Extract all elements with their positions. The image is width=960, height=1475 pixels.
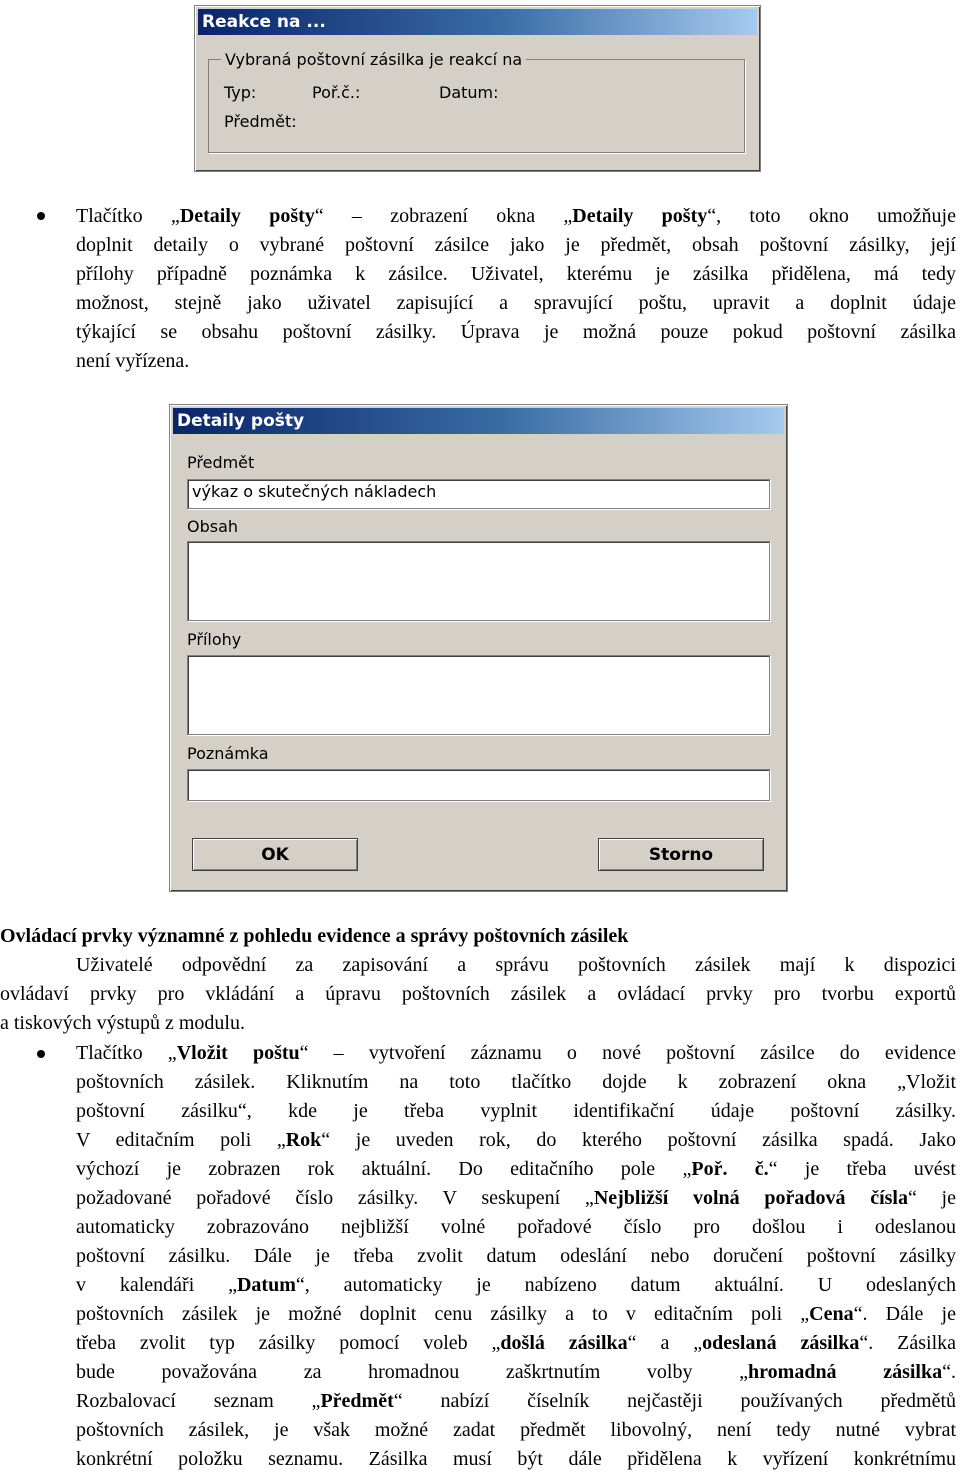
poznamka-field-label: Poznámka (187, 744, 269, 763)
prilohy-textarea[interactable] (187, 655, 770, 735)
text-line: ovládaví prvky pro vkládání a úpravu poštovních zásilek a ovládací prvky pro tvorbu exportů (0, 983, 956, 1005)
paragraph-vlozit (76, 1039, 956, 1474)
poznamka-input[interactable] (187, 769, 770, 801)
typ-label: Typ: (224, 83, 257, 102)
reakce-dialog (194, 5, 761, 172)
paragraph-detaily (76, 202, 956, 376)
text-line: třeba zvolit typ zásilky pomocí voleb „došlá zásilka“ a „odeslaná zásilka“. Zásilka (76, 1332, 957, 1354)
text-line: přílohy případně poznámka k zásilce. Uživatel, kterému je zásilka přidělena, má tedy (76, 263, 956, 285)
text-line: výchozí je zobrazen rok aktuální. Do editačního pole „Poř. č.“ je třeba uvést (76, 1158, 956, 1180)
text-line: poštovních zásilek je možné doplnit cenu zásilky a to v editačním poli „Cena“. Dále je (76, 1303, 956, 1325)
bullet (37, 1050, 45, 1058)
reakce-groupbox (208, 59, 745, 153)
text-line: doplnit detaily o vybrané poštovní zásilce jako je předmět, obsah poštovní zásilky, její (76, 234, 956, 256)
obsah-field-label: Obsah (187, 517, 239, 536)
obsah-textarea[interactable] (187, 541, 770, 621)
text-line: Tlačítko „Vložit poštu“ – vytvoření záznamu o nové poštovní zásilce do evidence (76, 1042, 956, 1064)
text-line: možnost, stejně jako uživatel zapisující a spravující poštu, upravit a doplnit údaje (76, 292, 956, 314)
text-line: poštovních zásilek. Kliknutím na toto tlačítko dojde k zobrazení okna „Vložit (76, 1071, 956, 1093)
datum-label: Datum: (439, 83, 499, 102)
text-line: poštovních zásilek, je však možné zadat předmět libovolný, není tedy nutné vybrat (76, 1419, 956, 1441)
text-line: konkrétní položku seznamu. Zásilka musí být dále přidělena k vyřízení konkrétnímu (76, 1448, 956, 1470)
text-line: není vyřízena. (76, 350, 190, 372)
detaily-dialog (169, 404, 788, 892)
text-line: Rozbalovací seznam „Předmět“ nabízí číselník nejčastěji používaných předmětů (76, 1390, 957, 1412)
predmet-field-label: Předmět (187, 453, 255, 472)
por-label: Poř.č.: (312, 83, 361, 102)
storno-button[interactable]: Storno (598, 838, 764, 871)
reakce-group-title: Vybraná poštovní zásilka je reakcí na (221, 50, 526, 69)
text-line: požadované pořadové číslo zásilky. V seskupení „Nejbližší volná pořadová čísla“ je (76, 1187, 956, 1209)
predmet-input[interactable]: výkaz o skutečných nákladech (187, 479, 770, 509)
section-heading: Ovládací prvky významné z pohledu evidence a správy poštovních zásilek (0, 925, 629, 947)
predmet-label: Předmět: (224, 112, 297, 131)
paragraph-intro (0, 951, 956, 1038)
text-line: V editačním poli „Rok“ je uveden rok, do kterého poštovní zásilka spadá. Jako (76, 1129, 956, 1151)
text-line: automaticky zobrazováno nejbližší volné pořadové číslo pro došlou i odeslanou (76, 1216, 956, 1238)
reakce-dialog-title: Reakce na ... (198, 9, 757, 35)
text-line: Tlačítko „Detaily pošty“ – zobrazení okna „Detaily pošty“, toto okno umožňuje (76, 205, 956, 227)
detaily-dialog-title: Detaily pošty (173, 408, 784, 434)
text-line: Uživatelé odpovědní za zapisování a správu poštovních zásilek mají k dispozici (76, 954, 956, 976)
text-line: v kalendáři „Datum“, automaticky je nabízeno datum aktuální. U odeslaných (76, 1274, 957, 1296)
prilohy-field-label: Přílohy (187, 630, 242, 649)
text-line: bude považována za hromadnou zaškrtnutím volby „hromadná zásilka“. (76, 1361, 956, 1383)
ok-button[interactable]: OK (192, 838, 358, 871)
text-line: poštovní zásilku“, kde je třeba vyplnit identifikační údaje poštovní zásilky. (76, 1100, 956, 1122)
text-line: týkající se obsahu poštovní zásilky. Úprava je možná pouze pokud poštovní zásilka (76, 321, 956, 343)
text-line: a tiskových výstupů z modulu. (0, 1012, 245, 1034)
bullet (37, 212, 45, 220)
text-line: poštovní zásilku. Dále je třeba zvolit datum odeslání nebo doručení poštovní zásilky (76, 1245, 956, 1267)
